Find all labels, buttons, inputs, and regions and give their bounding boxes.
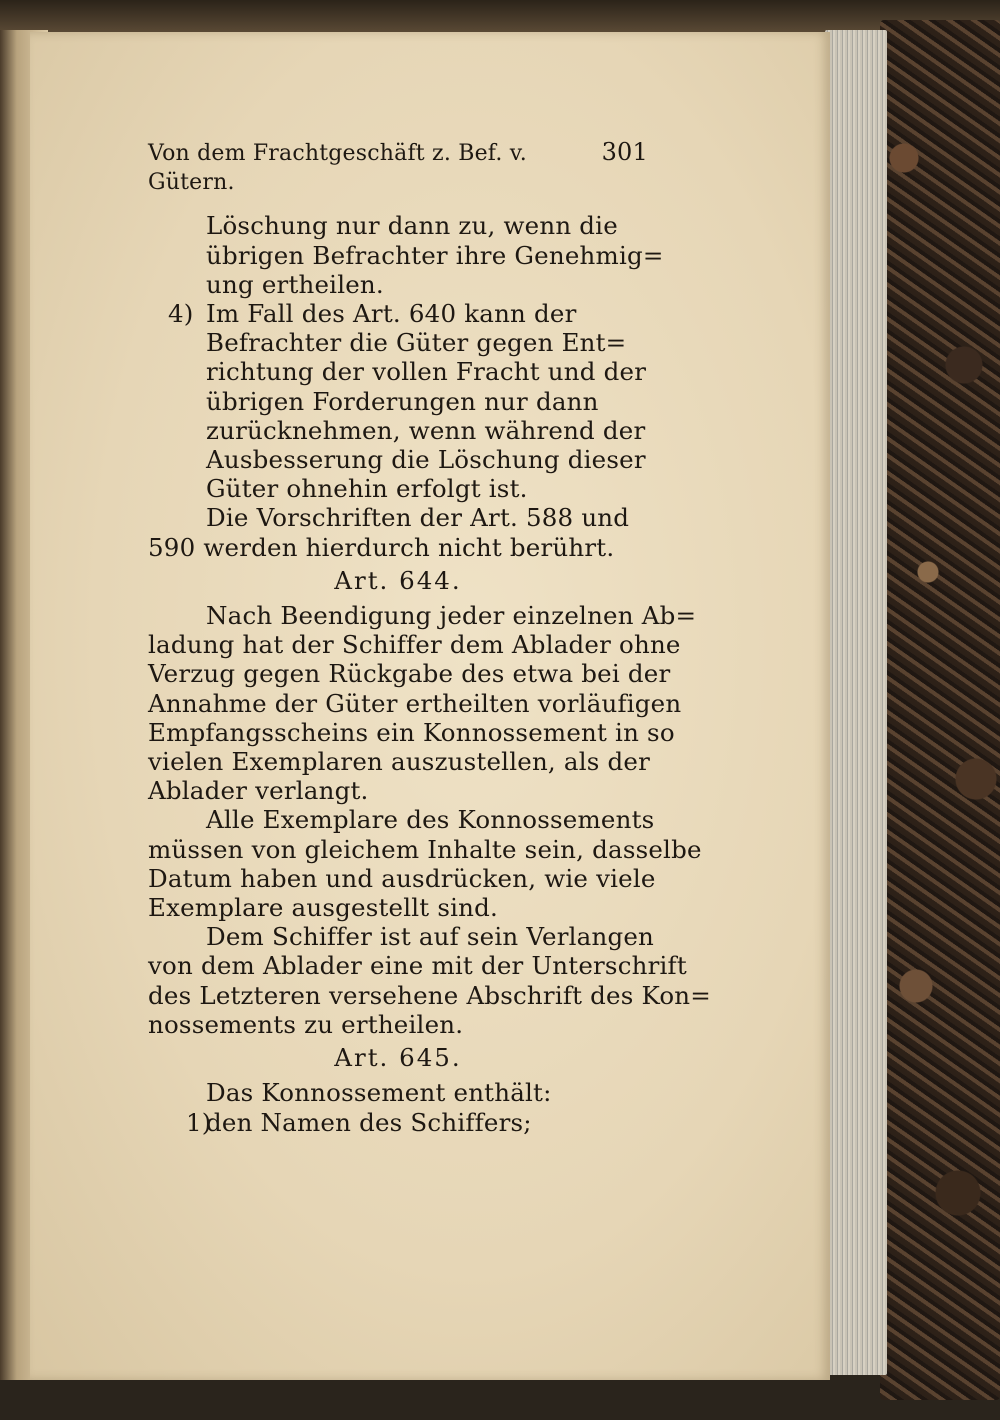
- text-line: ung ertheilen.: [206, 269, 384, 299]
- text-line: 590 werden hierdurch nicht berührt.: [148, 532, 615, 562]
- text-line: vielen Exemplaren auszustellen, als der: [148, 747, 650, 777]
- text-line: des Letzteren versehene Abschrift des Kon=: [148, 980, 711, 1010]
- text-line: übrigen Forderungen nur dann: [206, 386, 599, 416]
- text-line: Exemplare ausgestellt sind.: [148, 893, 498, 923]
- text-line: richtung der vollen Fracht und der: [206, 357, 647, 387]
- page-edges: [825, 30, 887, 1375]
- page-text: [148, 138, 711, 1137]
- text-line: zurücknehmen, wenn während der: [206, 415, 646, 445]
- text-line: ladung hat der Schiffer dem Ablader ohne: [148, 630, 681, 660]
- list-item-4: 4) Im Fall des Art. 640 kann der: [168, 299, 577, 329]
- text-line: Befrachter die Güter gegen Ent=: [206, 328, 627, 358]
- article-heading-644: Art. 644.: [334, 565, 462, 595]
- page-number: 301: [601, 138, 648, 166]
- text-line: Die Vorschriften der Art. 588 und: [206, 503, 630, 533]
- running-header: [148, 138, 648, 197]
- text-line: müssen von gleichem Inhalte sein, dasselbe: [148, 834, 702, 864]
- text-line: Ausbesserung die Löschung dieser: [206, 445, 646, 475]
- text-line: Dem Schiffer ist auf sein Verlangen: [206, 922, 655, 952]
- list-number: 4): [168, 299, 194, 329]
- text-line: Verzug gegen Rückgabe des etwa bei der: [148, 659, 671, 689]
- text-line: nossements zu ertheilen.: [148, 1009, 464, 1039]
- text-line: Das Konnossement enthält:: [206, 1078, 552, 1108]
- text-line: Ablader verlangt.: [148, 776, 369, 806]
- text-line: Datum haben und ausdrücken, wie viele: [148, 863, 656, 893]
- book-top-edge: [0, 0, 1000, 34]
- text-line: Annahme der Güter ertheilten vorläufigen: [148, 688, 682, 718]
- marbled-cover: [880, 20, 1000, 1400]
- text-line: Güter ohnehin erfolgt ist.: [206, 474, 528, 504]
- text-line: Nach Beendigung jeder einzelnen Ab=: [206, 601, 697, 631]
- running-title: Von dem Frachtgeschäft z. Bef. v. Gütern.: [148, 141, 527, 196]
- text-line: Löschung nur dann zu, wenn die: [206, 211, 618, 241]
- text-line: von dem Ablader eine mit der Unterschrift: [148, 951, 687, 981]
- text-line: übrigen Befrachter ihre Genehmig=: [206, 240, 664, 270]
- text-line: Empfangsscheins ein Konnossement in so: [148, 717, 675, 747]
- article-heading-645: Art. 645.: [334, 1043, 462, 1073]
- text-line: Alle Exemplare des Konnossements: [206, 805, 655, 835]
- list-number: 1): [186, 1107, 212, 1137]
- list-item-1: 1) den Namen des Schiffers;: [186, 1107, 532, 1137]
